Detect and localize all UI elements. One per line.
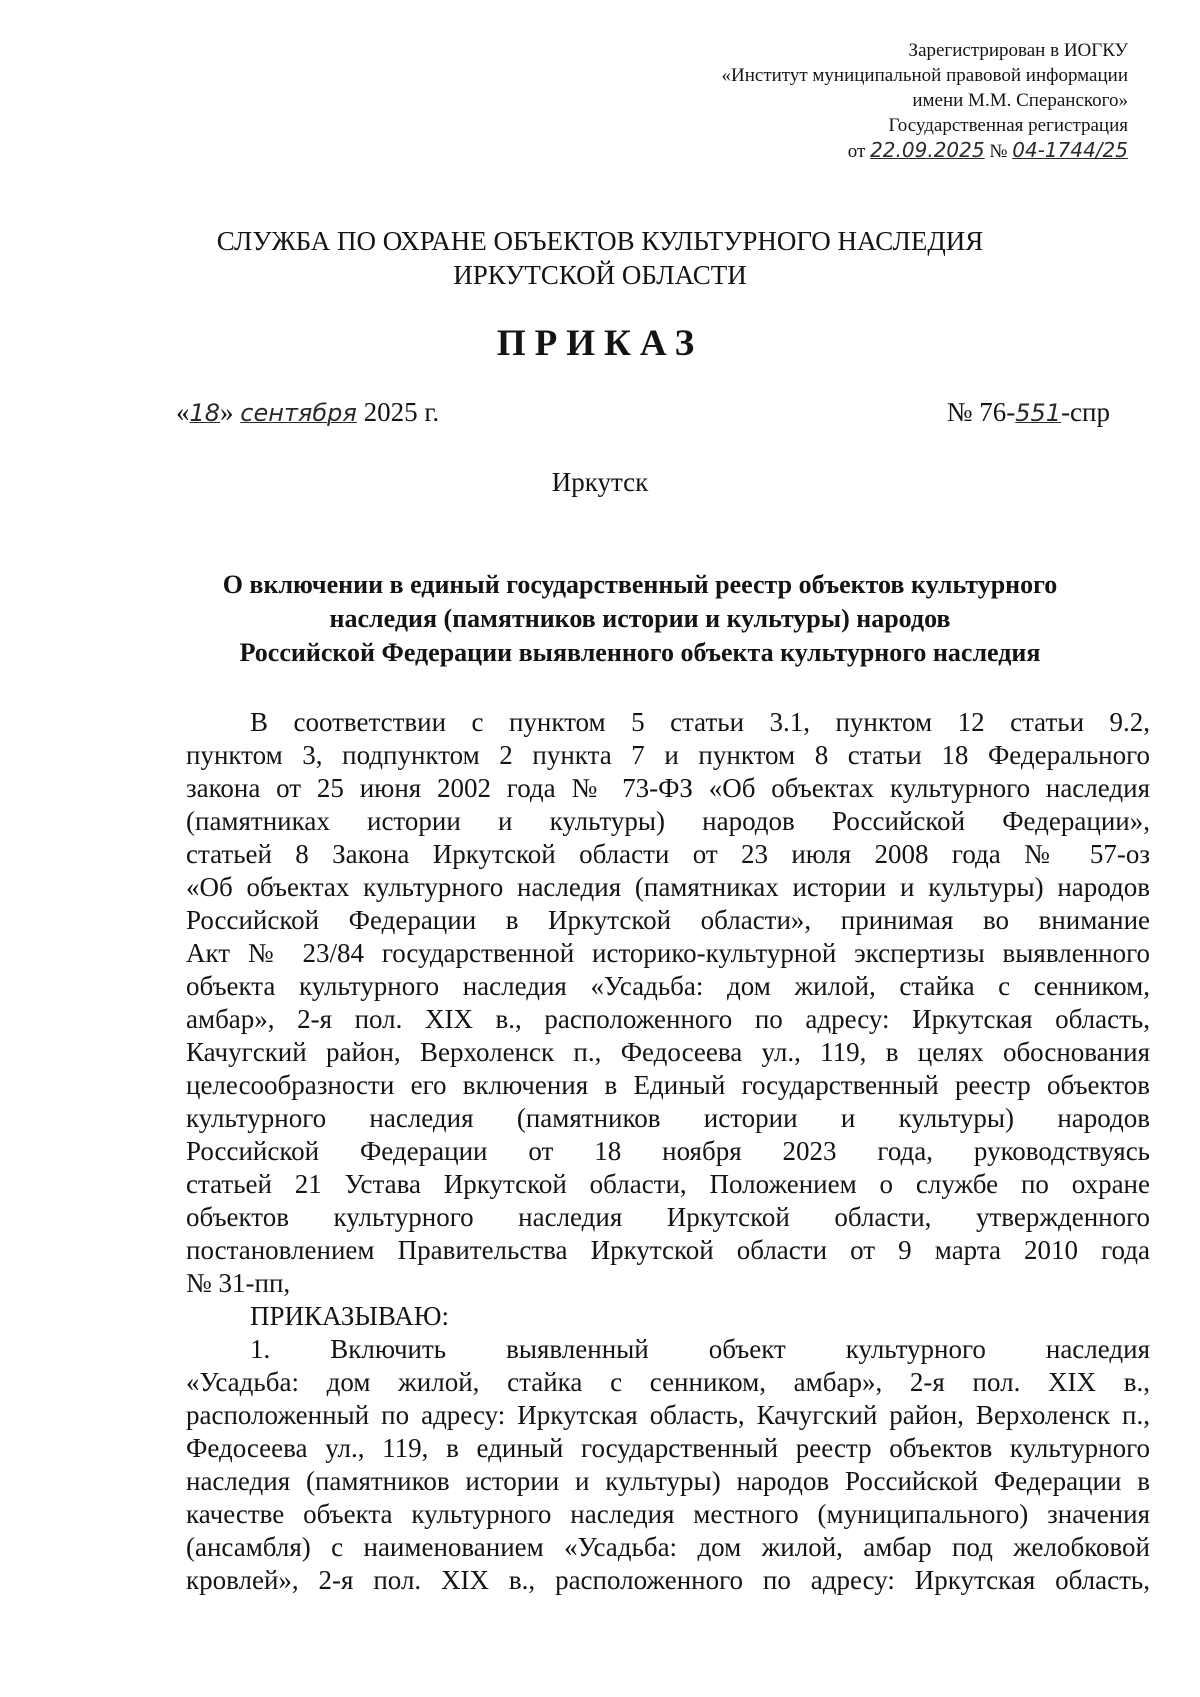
preamble-line-18: № 31-пп, <box>186 1268 291 1298</box>
registration-line-2: «Институт муниципальной правовой информации <box>721 65 1128 86</box>
preamble-line-6: «Об объектах культурного наследия (памятниках истории и культуры) народов <box>186 872 1150 902</box>
order-number-handwritten: 551 <box>1015 399 1062 427</box>
date-year: 2025 г. <box>363 397 440 427</box>
preamble-line-8: Акт № 23/84 государственной историко-культурной экспертизы выявленного <box>186 938 1150 968</box>
item1-line-8: кровлей», 2-я пол. XIX в., расположенного по адресу: Иркутская область, <box>186 1565 1150 1595</box>
registration-line-3: имени М.М. Сперанского» <box>912 90 1128 111</box>
subject-line-1: О включении в единый государственный реестр объектов культурного <box>222 570 1058 599</box>
organization-name-line-2: ИРКУТСКОЙ ОБЛАСТИ <box>453 260 747 290</box>
date-day-handwritten: 18 <box>189 399 221 427</box>
preamble-line-11: Качугский район, Верхоленск п., Федосеева ул., 119, в целях обоснования <box>186 1037 1150 1067</box>
preamble-line-10: амбар», 2-я пол. XIX в., расположенного по адресу: Иркутская область, <box>186 1004 1150 1034</box>
preamble-line-17: постановлением Правительства Иркутской области от 9 марта 2010 года <box>186 1235 1150 1265</box>
date-quote-open: « <box>176 397 190 427</box>
registration-stamp <box>722 38 1129 164</box>
preamble-line-2: пунктом 3, подпунктом 2 пункта 7 и пунктом 8 статьи 18 Федерального <box>186 740 1150 770</box>
subject-line-2: наследия (памятников истории и культуры) народов <box>329 604 951 633</box>
preamble-line-5: статьей 8 Закона Иркутской области от 23 июля 2008 года № 57-оз <box>186 839 1150 869</box>
registration-line-4: Государственная регистрация <box>888 115 1128 136</box>
preamble-line-12: целесообразности его включения в Единый государственный реестр объектов <box>186 1070 1150 1100</box>
preamble-line-9: объекта культурного наследия «Усадьба: дом жилой, стайка с сенником, <box>186 971 1150 1001</box>
date-quote-close: » <box>220 397 234 427</box>
date-month-handwritten: сентября <box>240 399 357 427</box>
registration-date-handwritten: 22.09.2025 <box>870 138 985 162</box>
order-number-suffix: -спр <box>1061 397 1110 427</box>
item1-line-2: «Усадьба: дом жилой, стайка с сенником, амбар», 2-я пол. XIX в., <box>186 1367 1150 1397</box>
preamble-line-3: закона от 25 июня 2002 года № 73-ФЗ «Об объектах культурного наследия <box>186 773 1150 803</box>
item1-line-4: Федосеева ул., 119, в единый государственный реестр объектов культурного <box>186 1433 1150 1463</box>
registration-date-prefix: от <box>847 141 866 162</box>
registration-line-1: Зарегистрирован в ИОГКУ <box>908 40 1128 61</box>
order-number <box>947 396 1110 430</box>
preamble-line-15: статьей 21 Устава Иркутской области, Положением о службе по охране <box>186 1169 1150 1199</box>
item1-line-5: наследия (памятников истории и культуры) народов Российской Федерации в <box>186 1466 1150 1496</box>
item1-line-7: (ансамбля) с наименованием «Усадьба: дом жилой, амбар под желобковой <box>186 1532 1150 1562</box>
preamble-line-4: (памятниках истории и культуры) народов Российской Федерации», <box>186 806 1150 836</box>
item1-line-1: 1. Включить выявленный объект культурного наследия <box>250 1334 1150 1364</box>
preamble-line-16: объектов культурного наследия Иркутской области, утвержденного <box>186 1202 1150 1232</box>
preamble-line-14: Российской Федерации от 18 ноября 2023 года, руководствуясь <box>186 1136 1150 1166</box>
registration-date-number <box>722 138 1129 164</box>
item1-line-3: расположенный по адресу: Иркутская область, Качугский район, Верхоленск п., <box>186 1400 1150 1430</box>
document-title: ПРИКАЗ <box>496 323 704 364</box>
order-number-prefix: № 76- <box>946 397 1016 427</box>
order-word: ПРИКАЗЫВАЮ: <box>250 1301 449 1331</box>
subject-line-3: Российской Федерации выявленного объекта культурного наследия <box>239 638 1041 667</box>
registration-number-prefix: № <box>989 141 1008 162</box>
registration-number-handwritten: 04-1744/25 <box>1012 138 1128 162</box>
preamble-line-1: В соответствии с пунктом 5 статьи 3.1, пунктом 12 статьи 9.2, <box>250 707 1150 737</box>
organization-name-line-1: СЛУЖБА ПО ОХРАНЕ ОБЪЕКТОВ КУЛЬТУРНОГО НАСЛЕДИЯ <box>216 226 984 256</box>
order-date <box>176 396 439 430</box>
preamble-line-13: культурного наследия (памятников истории и культуры) народов <box>186 1103 1150 1133</box>
item1-line-6: качестве объекта культурного наследия местного (муниципального) значения <box>186 1499 1150 1529</box>
preamble-line-7: Российской Федерации в Иркутской области», принимая во внимание <box>186 905 1150 935</box>
city: Иркутск <box>551 467 649 497</box>
